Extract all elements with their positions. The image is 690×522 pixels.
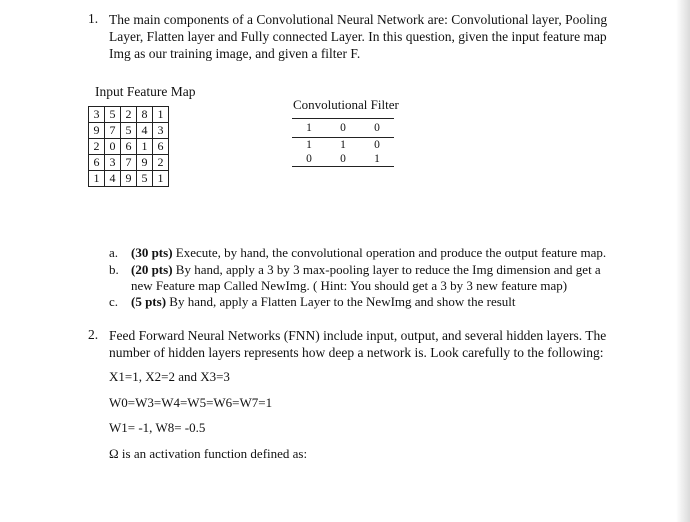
feature-map-cell: 5 — [137, 171, 153, 187]
feature-map-cell: 6 — [153, 139, 169, 155]
question-1-text — [109, 11, 607, 62]
part-b-text: new Feature map Called NewImg. ( Hint: You should get a 3 by 3 new feature map) — [131, 278, 568, 293]
feature-map-cell: 5 — [121, 123, 137, 139]
weights-negative: W1= -1, W8= -0.5 — [109, 420, 206, 435]
filter-cell: 0 — [340, 153, 346, 165]
filter-cell: 1 — [292, 119, 326, 138]
feature-map-row — [89, 155, 169, 171]
question-2-line: Feed Forward Neural Networks (FNN) include input, output, and several hidden layers. The — [109, 328, 607, 343]
filter-cell: 0 — [326, 119, 360, 138]
part-b-text: (20 pts) By hand, apply a 3 by 3 max-pooling layer to reduce the Img dimension and get a — [131, 262, 601, 277]
feature-map-cell: 3 — [105, 155, 121, 171]
part-c — [109, 294, 629, 310]
feature-map-cell: 2 — [153, 155, 169, 171]
feature-map-cell: 1 — [137, 139, 153, 155]
feature-map-cell: 3 — [153, 123, 169, 139]
page-edge-shadow — [676, 0, 690, 522]
feature-map-cell: 2 — [89, 139, 105, 155]
feature-map-row — [89, 171, 169, 187]
part-a-text: (30 pts) Execute, by hand, the convolutional operation and produce the output feature map. — [131, 245, 607, 260]
part-c-label: c. — [109, 294, 119, 309]
feature-map-cell: 9 — [121, 171, 137, 187]
question-1-line: Layer, Flatten layer and Fully connected Layer. In this question, given the input feature map — [109, 29, 607, 44]
feature-map-cell: 3 — [89, 107, 105, 123]
question-1-line: Img as our training image, and given a filter F. — [109, 46, 361, 61]
part-b — [109, 262, 629, 294]
question-2-text — [109, 327, 606, 361]
feature-map-row — [89, 107, 169, 123]
filter-row — [292, 119, 394, 138]
feature-map-cell: 4 — [137, 123, 153, 139]
feature-map-title: Input Feature Map — [95, 84, 196, 99]
part-c-text: (5 pts) By hand, apply a Flatten Layer to the NewImg and show the result — [131, 294, 516, 309]
feature-map-cell: 4 — [105, 171, 121, 187]
feature-map-cell: 7 — [105, 123, 121, 139]
input-values: X1=1, X2=2 and X3=3 — [109, 369, 230, 384]
part-a — [109, 245, 629, 261]
convolutional-filter-table — [292, 118, 394, 167]
activation-definition: Ω is an activation function defined as: — [109, 446, 308, 461]
question-1-number: 1. — [88, 11, 99, 26]
filter-cell: 0 — [360, 119, 394, 138]
input-feature-map-table — [88, 106, 169, 187]
feature-map-cell: 9 — [137, 155, 153, 171]
weights-equal-one: W0=W3=W4=W5=W6=W7=1 — [109, 395, 273, 410]
feature-map-cell: 5 — [105, 107, 121, 123]
feature-map-row — [89, 139, 169, 155]
feature-map-row — [89, 123, 169, 139]
feature-map-cell: 9 — [89, 123, 105, 139]
filter-row — [292, 152, 394, 167]
filter-cell: 1 — [306, 139, 312, 151]
question-2-number: 2. — [88, 327, 99, 342]
question-1-line: The main components of a Convolutional Neural Network are: Convolutional layer, Pooling — [109, 12, 608, 27]
feature-map-cell: 1 — [153, 171, 169, 187]
feature-map-cell: 6 — [121, 139, 137, 155]
feature-map-cell: 1 — [89, 171, 105, 187]
filter-row — [292, 138, 394, 153]
filter-cell: 1 — [340, 139, 346, 151]
filter-title: Convolutional Filter — [293, 97, 399, 112]
feature-map-cell: 7 — [121, 155, 137, 171]
feature-map-cell: 8 — [137, 107, 153, 123]
feature-map-cell: 6 — [89, 155, 105, 171]
filter-cell: 1 — [374, 153, 380, 165]
part-b-label: b. — [109, 262, 119, 277]
part-a-label: a. — [109, 245, 119, 260]
question-2-line: number of hidden layers represents how deep a network is. Look carefully to the following: — [109, 345, 604, 360]
feature-map-cell: 0 — [105, 139, 121, 155]
filter-cell: 0 — [306, 153, 312, 165]
feature-map-cell: 2 — [121, 107, 137, 123]
filter-cell: 0 — [374, 139, 380, 151]
feature-map-cell: 1 — [153, 107, 169, 123]
